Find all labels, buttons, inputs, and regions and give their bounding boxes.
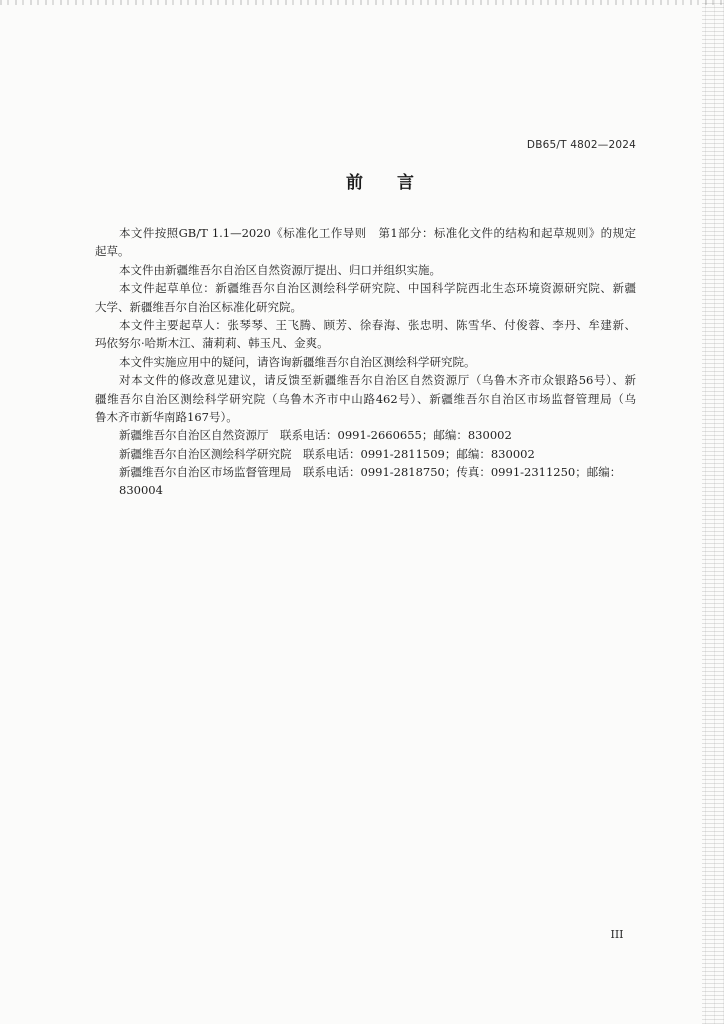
paragraph-feedback: [95, 371, 636, 426]
paragraph-drafting-units: [95, 279, 636, 316]
contact-line-natural-resources: 新疆维吾尔自治区自然资源厅 联系电话：0991-2660655；邮编：830002: [119, 428, 512, 443]
contact-line-market-regulation: 新疆维吾尔自治区市场监督管理局 联系电话：0991-2818750；传真：0991-2311250；邮编：830004: [119, 465, 622, 498]
paragraph-drafters: [95, 316, 636, 353]
paragraph-line: 鲁木齐市新华南路167号）。: [95, 409, 238, 424]
contact-line-surveying-institute: 新疆维吾尔自治区测绘科学研究院 联系电话：0991-2811509；邮编：830002: [119, 446, 535, 461]
paragraph-line: 疆维吾尔自治区测绘科学研究院（乌鲁木齐市中山路462号）、新疆维吾尔自治区市场监督管理局（乌: [95, 391, 636, 406]
scan-edge-noise-right: [702, 0, 724, 1024]
scan-edge-noise-top: [0, 0, 724, 5]
paragraph-line: 起草。: [95, 244, 130, 259]
paragraph-inquiries: [95, 353, 636, 371]
page-title: 前 言: [346, 173, 414, 193]
paragraph-line: 玛依努尔·哈斯木江、蒲莉莉、韩玉凡、金爽。: [95, 336, 329, 351]
paragraph-drafting-rules: [95, 224, 636, 261]
foreword-body: [95, 224, 636, 498]
page-number: III: [610, 928, 624, 941]
contact-list: [95, 426, 636, 498]
paragraph-line: 大学、新疆维吾尔自治区标准化研究院。: [95, 299, 302, 314]
paragraph-line: 本文件主要起草人：张琴琴、王飞腾、顾芳、徐春海、张忠明、陈雪华、付俊蓉、李丹、牟建新、: [119, 317, 636, 332]
paragraph-line: 本文件按照GB/T 1.1—2020《标准化工作导则 第1部分：标准化文件的结构和起草规则》的规定: [119, 226, 636, 240]
paragraph-line: 对本文件的修改意见建议，请反馈至新疆维吾尔自治区自然资源厅（乌鲁木齐市众银路56号）、新: [119, 373, 636, 388]
paragraph-line: 本文件实施应用中的疑问，请咨询新疆维吾尔自治区测绘科学研究院。: [119, 354, 476, 369]
standard-number: DB65/T 4802—2024: [526, 139, 636, 151]
paragraph-proposer: [95, 261, 636, 279]
paragraph-line: 本文件起草单位：新疆维吾尔自治区测绘科学研究院、中国科学院西北生态环境资源研究院、新疆: [119, 281, 636, 296]
paragraph-line: 本文件由新疆维吾尔自治区自然资源厅提出、归口并组织实施。: [119, 262, 441, 277]
